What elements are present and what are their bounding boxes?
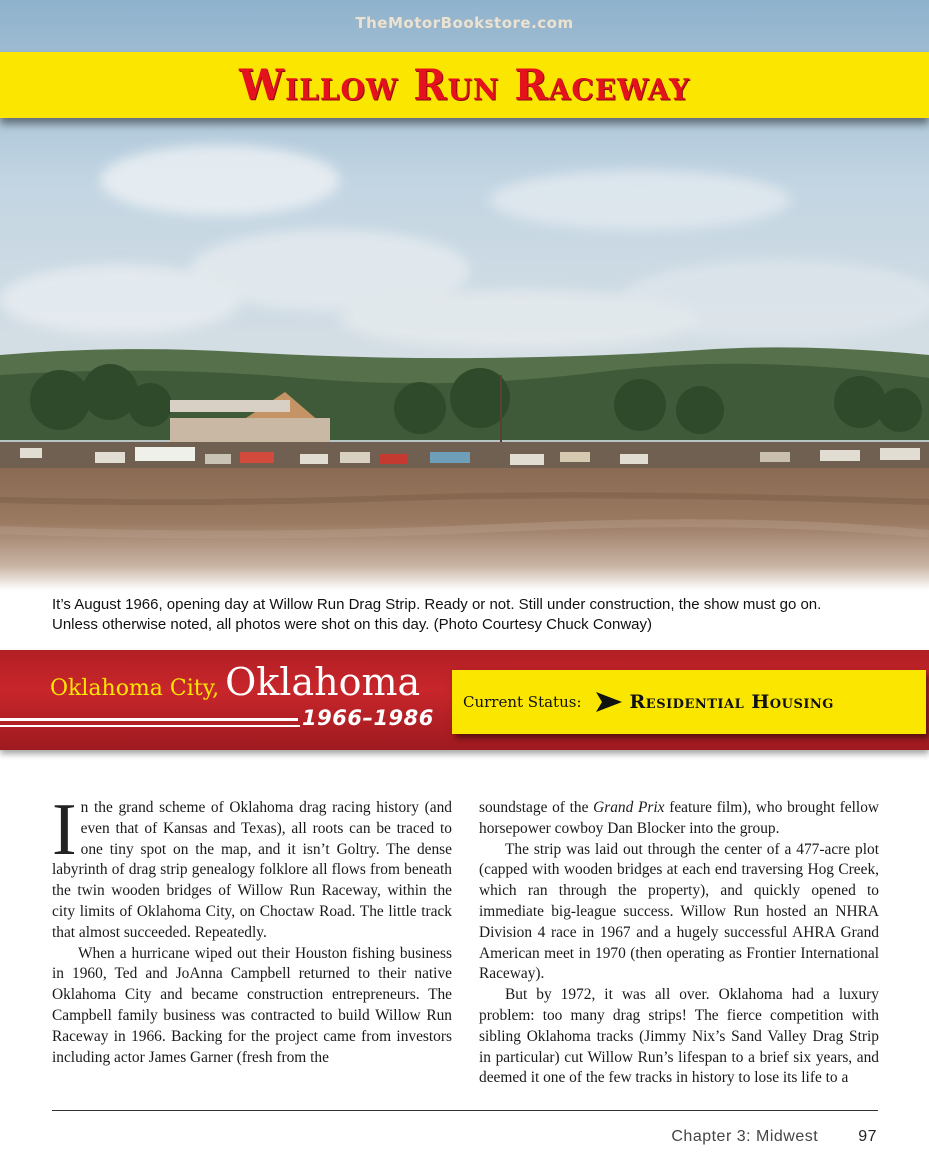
- watermark: TheMotorBookstore.com: [355, 14, 574, 32]
- page-title: Willow Run Raceway: [239, 60, 690, 110]
- page-number: 97: [858, 1128, 877, 1145]
- white-stripe: [0, 725, 300, 727]
- status-label: Current Status:: [463, 693, 582, 711]
- paragraph: The strip was laid out through the center of a 477-acre plot (capped with wooden bridges at each end traversing Hog Creek, which ran through the property), and quickly opened to immediate big-league success. Willow Run hosted an NHRA Division 4 race in 1967 and a hugely successful AHRA Grand American meet in 1970 (then operating as Frontier International Raceway).: [479, 840, 879, 983]
- status-value: Residential Housing: [629, 691, 834, 713]
- body-column-right: [479, 798, 879, 1089]
- white-stripe: [0, 718, 298, 721]
- film-title: Grand Prix: [593, 799, 665, 816]
- photo-caption: [52, 595, 902, 635]
- location-name: [50, 660, 420, 704]
- body-column-left: [52, 789, 452, 1068]
- paragraph: When a hurricane wiped out their Houston fishing business in 1960, Ted and JoAnna Campbell returned to their native Oklahoma City and became construction entrepreneurs. The Campbell family business was contracted to build Willow Run Raceway in 1966. Backing for the project came from investors including actor James Garner (fresh from the: [52, 944, 452, 1066]
- state-name: Oklahoma: [225, 660, 421, 704]
- status-box: [452, 670, 926, 734]
- paragraph: [479, 798, 879, 840]
- paragraph-text: feature film), who brought fellow horsepower cowboy Dan Blocker into the group.: [479, 799, 880, 837]
- caption-line-2: Unless otherwise noted, all photos were shot on this day. (Photo Courtesy Chuck Conway): [52, 616, 653, 633]
- title-banner: [0, 52, 929, 118]
- operating-years: 1966–1986: [302, 706, 434, 730]
- footer-divider: [52, 1110, 878, 1111]
- arrow-right-icon: [596, 692, 622, 712]
- drop-cap: I: [52, 789, 77, 871]
- paragraph: But by 1972, it was all over. Oklahoma had a luxury problem: too many drag strips! The fierce competition with sibling Oklahoma tracks (Jimmy Nix’s Sand Valley Drag Strip in particular) cut Willow Run’s lifespan to a brief six years, and deemed it one of the few tracks in history to lose its life to a: [479, 986, 879, 1087]
- city-name: Oklahoma City,: [50, 676, 220, 701]
- paragraph: [52, 789, 452, 944]
- page-footer: [671, 1128, 877, 1146]
- caption-line-1: It’s August 1966, opening day at Willow Run Drag Strip. Ready or not. Still under construction, the show must go on.: [52, 596, 822, 613]
- paragraph-text: soundstage of the: [479, 799, 594, 816]
- chapter-label: Chapter 3: Midwest: [671, 1128, 819, 1145]
- paragraph-text: n the grand scheme of Oklahoma drag racing history (and even that of Kansas and Texas), all roots can be traced to one tiny spot on the map, and it isn’t Goltry. The dense labyrinth of drag strip genealogy folklore all flows from beneath the twin wooden bridges of Willow Run Raceway, within the city limits of Oklahoma City, on Choctaw Road. The little track that almost succeeded. Repeatedly.: [52, 799, 452, 941]
